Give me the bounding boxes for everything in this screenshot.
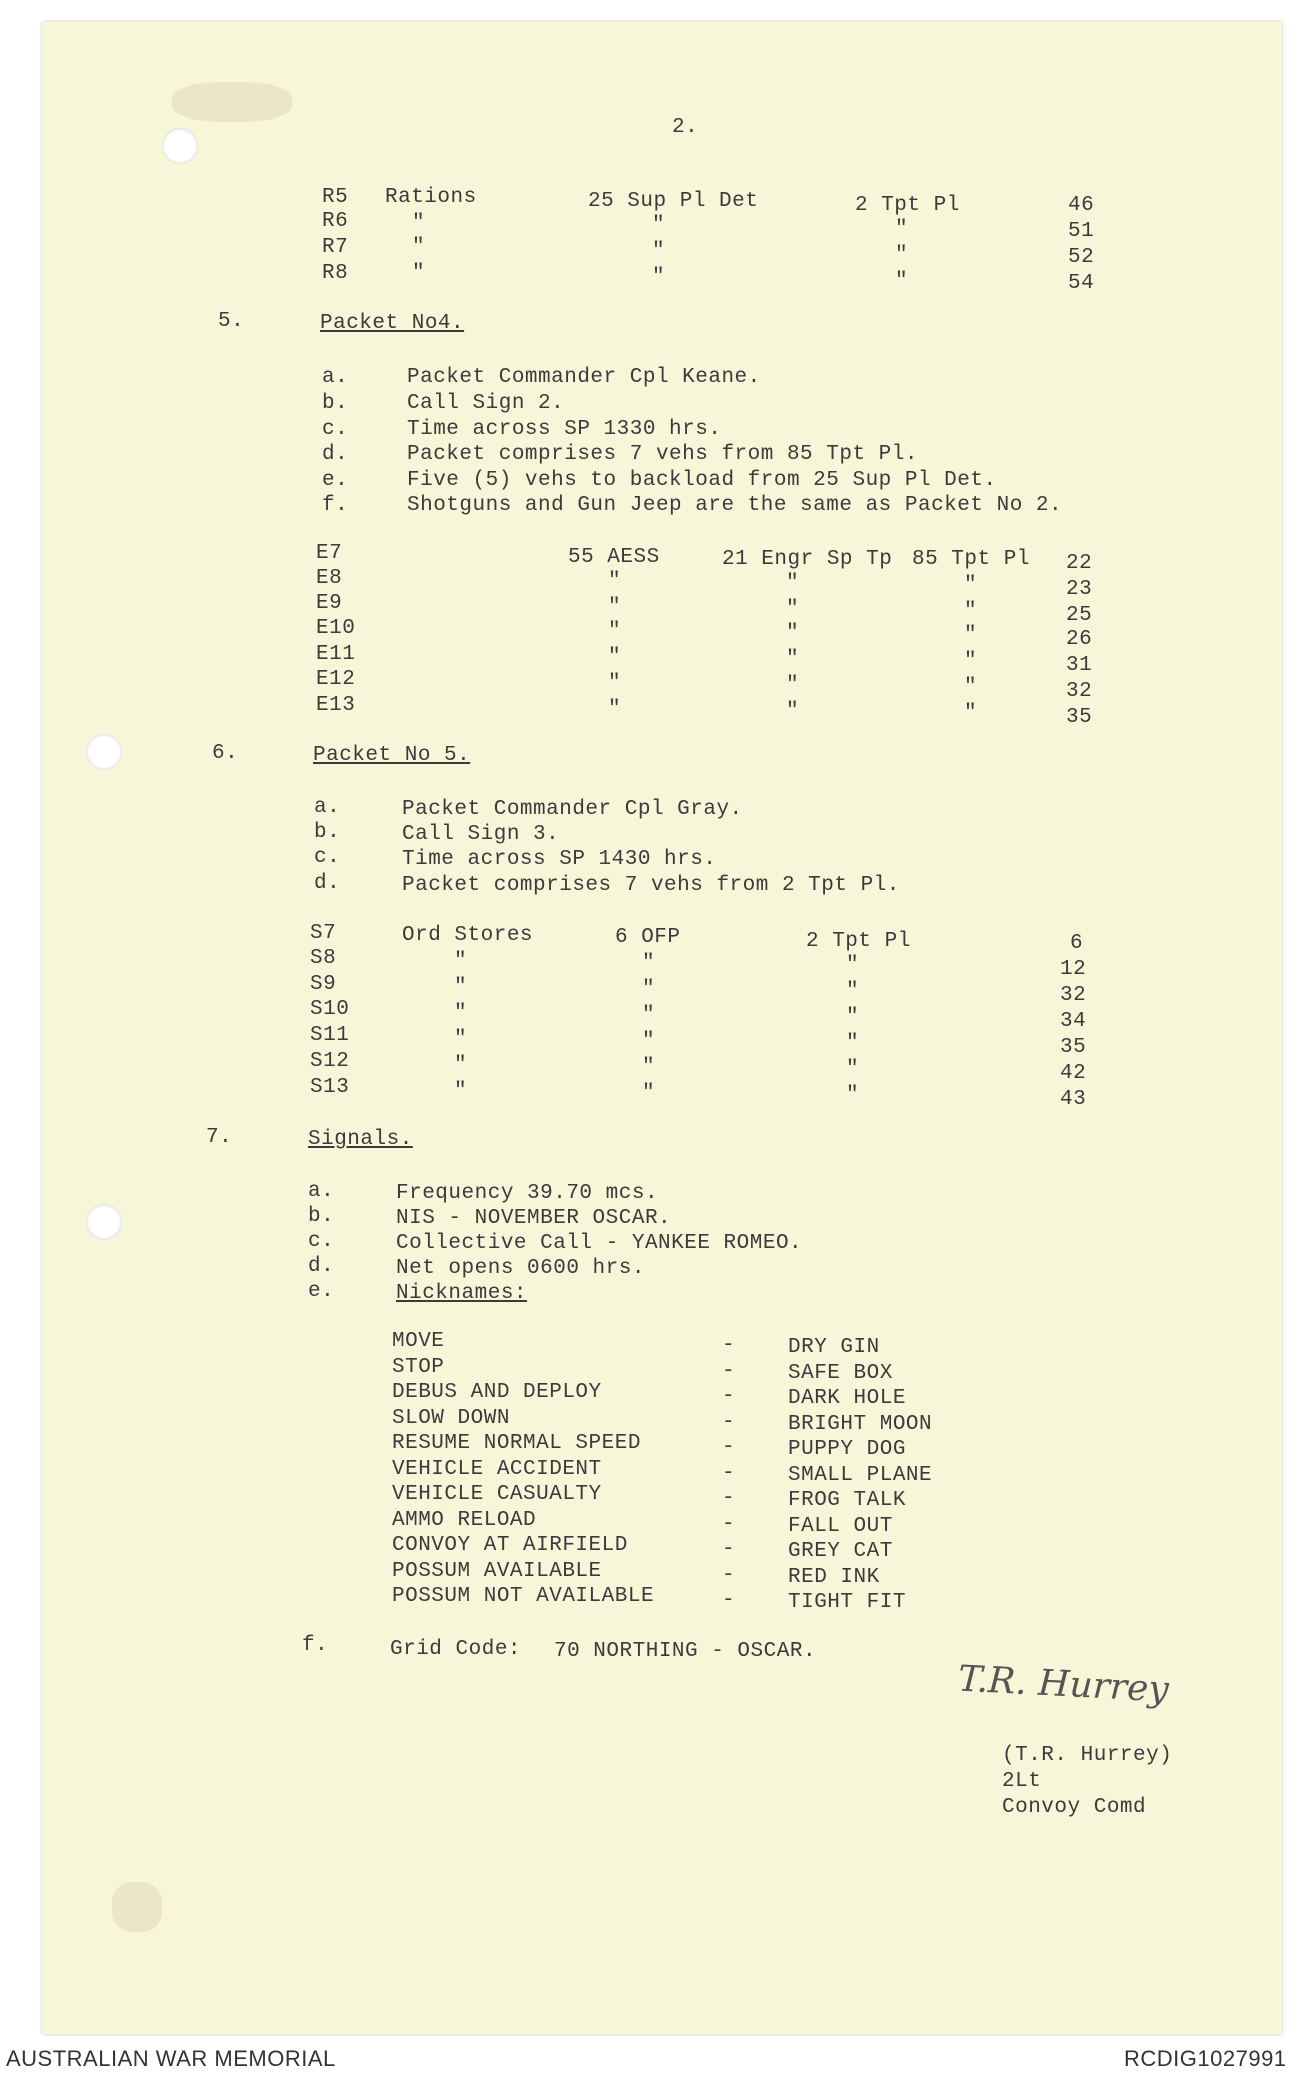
row-unit: " — [608, 620, 622, 643]
row-code: S7 — [310, 922, 337, 945]
nickname-dash: - — [722, 1436, 736, 1459]
row-number: 46 — [1068, 194, 1095, 217]
row-engr: " — [786, 572, 800, 595]
row-tpt: " — [964, 702, 978, 725]
row-number: 22 — [1066, 552, 1093, 575]
item-letter: d. — [322, 443, 349, 466]
nickname-term: DEBUS AND DEPLOY — [392, 1381, 602, 1404]
row-tpt: " — [846, 954, 860, 977]
signatory-rank: 2Lt — [1002, 1770, 1042, 1793]
row-unit: " — [608, 672, 622, 695]
row-tpt: 85 Tpt Pl — [912, 548, 1030, 571]
item-text: Collective Call - YANKEE ROMEO. — [396, 1232, 803, 1255]
row-tpt: " — [846, 1058, 860, 1081]
row-unit: " — [608, 698, 622, 721]
row-item: " — [454, 1054, 468, 1077]
item-letter: f. — [322, 494, 349, 517]
row-code: R8 — [322, 262, 349, 285]
row-tpt: 2 Tpt Pl — [855, 194, 960, 217]
signatory-role: Convoy Comd — [1002, 1796, 1147, 1819]
item-text: Frequency 39.70 mcs. — [396, 1182, 659, 1205]
section-number: 7. — [206, 1126, 233, 1149]
item-text: Packet Commander Cpl Gray. — [402, 798, 743, 821]
row-unit: " — [642, 1082, 656, 1105]
row-tpt: " — [964, 574, 978, 597]
row-code: E10 — [316, 617, 356, 640]
nickname-dash: - — [722, 1411, 736, 1434]
paper-stain — [172, 82, 292, 122]
grid-code-value: 70 NORTHING - OSCAR. — [554, 1640, 817, 1663]
punch-hole-lower — [86, 1204, 122, 1240]
row-item: Ord Stores — [402, 924, 534, 947]
nickname-dash: - — [722, 1589, 736, 1612]
row-code: E13 — [316, 694, 356, 717]
item-letter: d. — [314, 872, 341, 895]
nickname-code: FROG TALK — [788, 1489, 906, 1512]
row-code: S8 — [310, 947, 337, 970]
item-text: Packet comprises 7 vehs from 2 Tpt Pl. — [402, 874, 900, 897]
item-letter: b. — [308, 1205, 335, 1228]
item-text: Packet Commander Cpl Keane. — [407, 366, 761, 389]
item-letter: a. — [322, 366, 349, 389]
row-code: R6 — [322, 210, 349, 233]
nickname-dash: - — [722, 1513, 736, 1536]
nickname-dash: - — [722, 1487, 736, 1510]
nickname-term: POSSUM AVAILABLE — [392, 1560, 602, 1583]
row-code: E12 — [316, 668, 356, 691]
row-tpt: " — [846, 1084, 860, 1107]
item-text: Five (5) vehs to backload from 25 Sup Pl Det. — [407, 469, 997, 492]
row-number: 43 — [1060, 1088, 1087, 1111]
row-unit: " — [642, 1056, 656, 1079]
row-engr: " — [786, 622, 800, 645]
nickname-code: SAFE BOX — [788, 1362, 893, 1385]
row-code: E9 — [316, 592, 343, 615]
nickname-code: BRIGHT MOON — [788, 1413, 933, 1436]
row-unit: " — [608, 570, 622, 593]
row-unit: " — [642, 1030, 656, 1053]
nickname-dash: - — [722, 1462, 736, 1485]
nickname-term: AMMO RELOAD — [392, 1509, 537, 1532]
row-unit: " — [608, 646, 622, 669]
row-item: " — [454, 976, 468, 999]
item-text: Call Sign 2. — [407, 392, 565, 415]
row-tpt: 2 Tpt Pl — [806, 930, 911, 953]
item-letter: d. — [308, 1255, 335, 1278]
item-text: Time across SP 1330 hrs. — [407, 418, 722, 441]
row-unit: 6 OFP — [615, 926, 681, 949]
nickname-code: GREY CAT — [788, 1540, 893, 1563]
row-code: R7 — [322, 236, 349, 259]
row-code: S10 — [310, 998, 350, 1021]
item-letter: e. — [308, 1280, 335, 1303]
nickname-term: VEHICLE ACCIDENT — [392, 1458, 602, 1481]
grid-code-label: Grid Code: — [390, 1638, 522, 1661]
item-text: Net opens 0600 hrs. — [396, 1257, 645, 1280]
row-item: " — [454, 1080, 468, 1103]
signatory-name: (T.R. Hurrey) — [1002, 1744, 1173, 1767]
row-unit: " — [652, 214, 666, 237]
row-number: 25 — [1066, 604, 1093, 627]
row-unit: " — [642, 1004, 656, 1027]
row-item: " — [412, 212, 426, 235]
row-engr: " — [786, 674, 800, 697]
item-text: Time across SP 1430 hrs. — [402, 848, 717, 871]
row-unit: " — [652, 266, 666, 289]
nickname-dash: - — [722, 1385, 736, 1408]
item-text: Packet comprises 7 vehs from 85 Tpt Pl. — [407, 443, 918, 466]
row-item: " — [454, 1028, 468, 1051]
row-tpt: " — [964, 600, 978, 623]
row-number: 34 — [1060, 1010, 1087, 1033]
row-number: 42 — [1060, 1062, 1087, 1085]
nickname-code: FALL OUT — [788, 1515, 893, 1538]
section-number: 5. — [218, 310, 245, 333]
row-unit: " — [642, 952, 656, 975]
row-code: E11 — [316, 643, 356, 666]
row-code: S12 — [310, 1050, 350, 1073]
row-unit: " — [608, 596, 622, 619]
row-tpt: " — [846, 980, 860, 1003]
row-tpt: " — [964, 676, 978, 699]
row-number: 32 — [1066, 680, 1093, 703]
item-letter: a. — [308, 1180, 335, 1203]
row-code: S9 — [310, 973, 337, 996]
row-number: 31 — [1066, 654, 1093, 677]
row-tpt: " — [846, 1006, 860, 1029]
nickname-term: SLOW DOWN — [392, 1407, 510, 1430]
item-letter: e. — [322, 469, 349, 492]
footer-institution: AUSTRALIAN WAR MEMORIAL — [6, 2046, 336, 2071]
row-number: 12 — [1060, 958, 1087, 981]
item-letter: a. — [314, 796, 341, 819]
item-letter: c. — [308, 1230, 335, 1253]
item-letter: b. — [314, 821, 341, 844]
section-title: Packet No 5. — [313, 744, 471, 767]
nickname-term: STOP — [392, 1356, 445, 1379]
paper-stain-lower — [112, 1882, 162, 1932]
nickname-term: MOVE — [392, 1330, 445, 1353]
nickname-code: TIGHT FIT — [788, 1591, 906, 1614]
row-engr: 21 Engr Sp Tp — [722, 548, 893, 571]
row-item: Rations — [385, 186, 477, 209]
item-text: Call Sign 3. — [402, 823, 560, 846]
item-text: Shotguns and Gun Jeep are the same as Packet No 2. — [407, 494, 1063, 517]
row-tpt: " — [964, 650, 978, 673]
page-number: 2. — [672, 116, 699, 139]
row-engr: " — [786, 598, 800, 621]
row-number: 35 — [1060, 1036, 1087, 1059]
row-tpt: " — [895, 218, 909, 241]
nickname-term: VEHICLE CASUALTY — [392, 1483, 602, 1506]
nickname-dash: - — [722, 1538, 736, 1561]
row-number: 32 — [1060, 984, 1087, 1007]
row-code: E8 — [316, 567, 343, 590]
row-engr: " — [786, 648, 800, 671]
row-number: 26 — [1066, 628, 1093, 651]
row-tpt: " — [895, 270, 909, 293]
nickname-term: POSSUM NOT AVAILABLE — [392, 1585, 655, 1608]
nickname-code: PUPPY DOG — [788, 1438, 906, 1461]
row-item: " — [412, 236, 426, 259]
nickname-term: CONVOY AT AIRFIELD — [392, 1534, 628, 1557]
item-letter: b. — [322, 392, 349, 415]
nickname-code: DARK HOLE — [788, 1387, 906, 1410]
item-letter: c. — [314, 846, 341, 869]
row-tpt: " — [895, 244, 909, 267]
row-number: 54 — [1068, 272, 1095, 295]
item-letter: c. — [322, 418, 349, 441]
row-tpt: " — [964, 624, 978, 647]
section-title: Packet No4. — [320, 312, 465, 335]
row-unit: " — [642, 978, 656, 1001]
row-item: " — [454, 1002, 468, 1025]
row-code: R5 — [322, 186, 349, 209]
nickname-dash: - — [722, 1360, 736, 1383]
item-letter: f. — [302, 1634, 329, 1657]
nickname-dash: - — [722, 1334, 736, 1357]
punch-hole-middle — [86, 734, 122, 770]
row-item: " — [412, 262, 426, 285]
item-text: Nicknames: — [396, 1282, 528, 1305]
nickname-code: RED INK — [788, 1566, 880, 1589]
nickname-dash: - — [722, 1564, 736, 1587]
row-number: 6 — [1070, 932, 1084, 955]
footer-catalogue-id: RCDIG1027991 — [1124, 2046, 1287, 2071]
nickname-code: DRY GIN — [788, 1336, 880, 1359]
row-number: 51 — [1068, 220, 1095, 243]
nickname-code: SMALL PLANE — [788, 1464, 933, 1487]
punch-hole-top — [162, 128, 198, 164]
row-number: 35 — [1066, 706, 1093, 729]
section-title: Signals. — [308, 1128, 413, 1151]
row-unit: " — [652, 240, 666, 263]
row-unit: 25 Sup Pl Det — [588, 190, 759, 213]
row-engr: " — [786, 700, 800, 723]
row-code: S11 — [310, 1024, 350, 1047]
item-text: NIS - NOVEMBER OSCAR. — [396, 1207, 672, 1230]
row-unit: 55 AESS — [568, 546, 660, 569]
row-code: S13 — [310, 1076, 350, 1099]
row-tpt: " — [846, 1032, 860, 1055]
row-item: " — [454, 950, 468, 973]
row-number: 52 — [1068, 246, 1095, 269]
row-number: 23 — [1066, 578, 1093, 601]
nickname-term: RESUME NORMAL SPEED — [392, 1432, 641, 1455]
section-number: 6. — [212, 742, 239, 765]
row-code: E7 — [316, 542, 343, 565]
handwritten-signature: T.R. Hurrey — [957, 1658, 1170, 1711]
